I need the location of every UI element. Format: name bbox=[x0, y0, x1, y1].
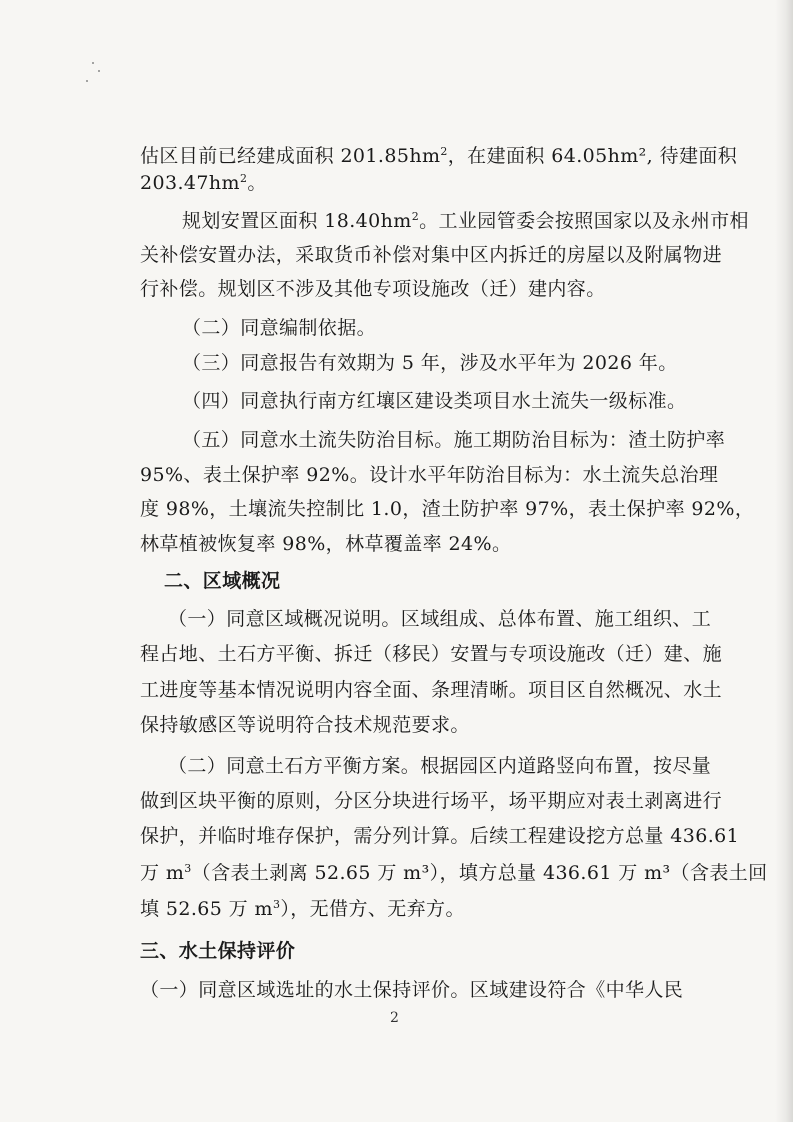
text-line-12: 林草植被恢复率 98%，林草覆盖率 24%。 bbox=[140, 533, 512, 555]
text-line-17: 保持敏感区等说明符合技术规范要求。 bbox=[140, 714, 470, 736]
text-line-5: 行补偿。规划区不涉及其他专项设施改（迁）建内容。 bbox=[140, 278, 606, 300]
text-line-4: 关补偿安置办法，采取货币补偿对集中区内拆迁的房屋以及附属物进 bbox=[140, 244, 723, 266]
text-line-15: 程占地、土石方平衡、拆迁（移民）安置与专项设施改（迁）建、施 bbox=[140, 643, 723, 665]
text-line-19: 做到区块平衡的原则，分区分块进行场平，场平期应对表土剥离进行 bbox=[140, 790, 723, 812]
text-line-8: （四）同意执行南方红壤区建设类项目水土流失一级标准。 bbox=[182, 390, 687, 412]
text-line-10: 95%、表土保护率 92%。设计水平年防治目标为：水土流失总治理 bbox=[140, 464, 719, 486]
text-line-1: 估区目前已经建成面积 $201.85hm^2$，在建面积 64.05hm², 待建面积 bbox=[140, 145, 738, 167]
text-line-7: （三）同意报告有效期为 5 年，涉及水平年为 2026 年。 bbox=[182, 352, 678, 374]
text-line-3: 规划安置区面积 $18.40hm^2$。工业园管委会按照国家以及永州市相 bbox=[182, 210, 749, 232]
text-line-14: （一）同意区域概况说明。区域组成、总体布置、施工组织、工 bbox=[168, 608, 712, 630]
scan-speck bbox=[92, 62, 94, 64]
section-heading-3: 三、水土保持评价 bbox=[140, 940, 296, 962]
text-line-24: （一）同意区域选址的水土保持评价。区域建设符合《中华人民 bbox=[140, 979, 684, 1001]
text-line-16: 工进度等基本情况说明内容全面、条理清晰。项目区自然概况、水土 bbox=[140, 679, 723, 701]
scan-speck bbox=[98, 70, 100, 72]
scan-edge-shadow bbox=[775, 0, 793, 1122]
text-line-6: （二）同意编制依据。 bbox=[182, 317, 377, 339]
section-heading-2: 二、区域概况 bbox=[164, 570, 281, 592]
text-line-22: 填 52.65 万 $m^3$），无借方、无弃方。 bbox=[140, 898, 465, 920]
text-line-11: 度 98%，土壤流失控制比 1.0，渣土防护率 97%，表土保护率 92%， bbox=[140, 498, 755, 520]
text-line-9: （五）同意水土流失防治目标。施工期防治目标为：渣土防护率 bbox=[182, 429, 726, 451]
text-line-20: 保护，并临时堆存保护，需分列计算。后续工程建设挖方总量 436.61 bbox=[140, 825, 740, 847]
scan-speck bbox=[86, 80, 88, 82]
text-line-18: （二）同意土石方平衡方案。根据园区内道路竖向布置，按尽量 bbox=[168, 755, 712, 777]
text-line-21: 万 $m^3$（含表土剥离 52.65 万 m³），填方总量 436.61 万 m³（含表土回 bbox=[140, 862, 768, 884]
text-line-2: $203.47hm^2$。 bbox=[140, 172, 267, 194]
page-number: 2 bbox=[390, 1010, 399, 1026]
